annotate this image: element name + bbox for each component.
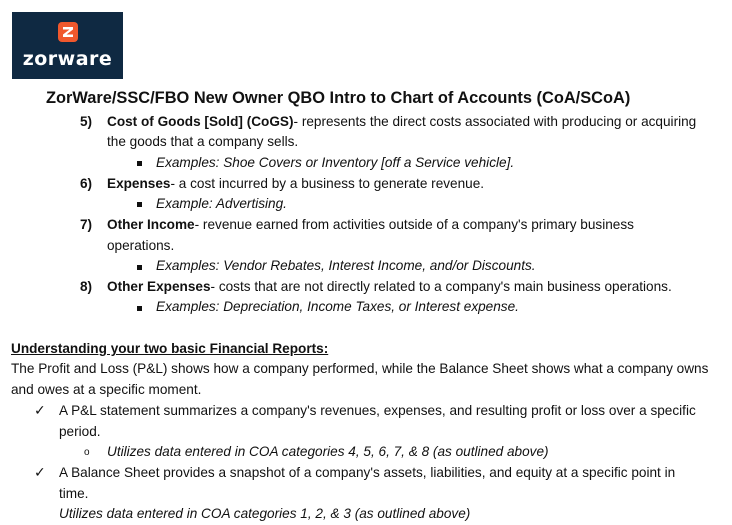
- category-example: Examples: Depreciation, Income Taxes, or Interest expense.: [156, 299, 519, 314]
- bullet-square-icon: [137, 161, 142, 166]
- category-description: - costs that are not directly related to a company's main business operations.: [210, 279, 672, 294]
- category-term: Other Expenses: [107, 279, 211, 294]
- circle-bullet-icon: o: [84, 447, 90, 458]
- zorware-logo: [12, 12, 123, 79]
- category-term: Expenses: [107, 176, 171, 191]
- document-title: ZorWare/SSC/FBO New Owner QBO Intro to Chart of Accounts (CoA/SCoA): [46, 89, 631, 107]
- reports-intro-cont: and owes at a specific moment.: [11, 382, 202, 397]
- checkmark-icon: ✓: [34, 464, 46, 480]
- category-description: - a cost incurred by a business to generate revenue.: [170, 176, 485, 191]
- bullet-square-icon: [137, 265, 142, 270]
- category-number: 5): [80, 114, 93, 129]
- category-example: Examples: Vendor Rebates, Interest Income, and/or Discounts.: [156, 258, 536, 273]
- bs-note: Utilizes data entered in COA categories 1, 2, & 3 (as outlined above): [59, 506, 471, 521]
- category-description: - represents the direct costs associated with producing or acquiring: [293, 114, 697, 129]
- category-number: 7): [80, 217, 93, 232]
- category-example: Examples: Shoe Covers or Inventory [off a Service vehicle].: [156, 155, 515, 170]
- reports-intro: The Profit and Loss (P&L) shows how a company performed, while the Balance Sheet shows what a company owns: [11, 361, 709, 376]
- category-term: Other Income: [107, 217, 195, 232]
- bs-description-cont: time.: [59, 486, 89, 501]
- pl-note: Utilizes data entered in COA categories 4, 5, 6, 7, & 8 (as outlined above): [107, 444, 549, 459]
- pl-description-cont: period.: [59, 424, 101, 439]
- category-number: 8): [80, 279, 93, 294]
- checkmark-icon: ✓: [34, 402, 46, 418]
- category-line: [107, 176, 484, 191]
- bs-description: A Balance Sheet provides a snapshot of a company's assets, liabilities, and equity at a specific point in: [59, 465, 676, 480]
- pl-description: A P&L statement summarizes a company's revenues, expenses, and resulting profit or loss over a specific: [59, 403, 696, 418]
- category-description-cont: operations.: [107, 238, 175, 253]
- bullet-square-icon: [137, 202, 142, 207]
- logo-wordmark: zorware: [22, 48, 113, 70]
- category-example: Example: Advertising.: [156, 196, 287, 211]
- category-description-cont: the goods that a company sells.: [107, 134, 299, 149]
- category-term: Cost of Goods [Sold] (CoGS): [107, 114, 294, 129]
- category-line: [107, 217, 634, 232]
- reports-heading: Understanding your two basic Financial Reports:: [11, 341, 329, 356]
- category-description: - revenue earned from activities outside of a company's primary business: [194, 217, 634, 232]
- category-number: 6): [80, 176, 93, 191]
- zorware-logo-icon: [58, 22, 78, 42]
- category-line: [107, 279, 672, 294]
- bullet-square-icon: [137, 306, 142, 311]
- category-line: [107, 114, 696, 129]
